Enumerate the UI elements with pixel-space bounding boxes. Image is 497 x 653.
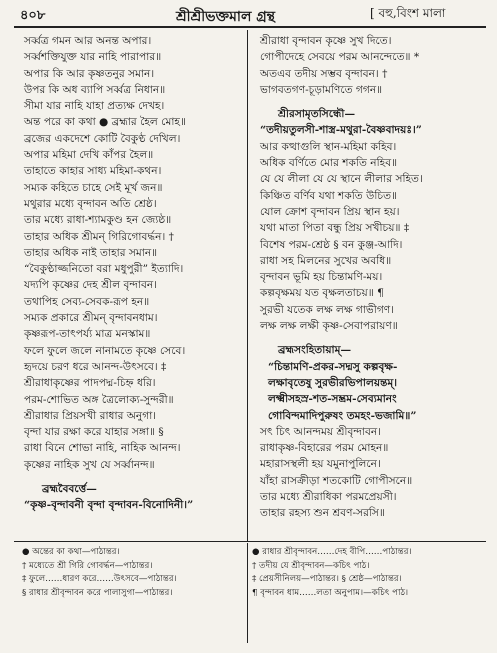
verse-line: লক্ষ লক্ষ লক্ষী কৃষ্ণ-সেবাপরায়ণ॥ <box>260 320 398 333</box>
verse-line: কল্পবৃক্ষময় যত বৃক্ষলতাচয়॥ ¶ <box>260 287 384 300</box>
verse-line: ফলে ফুলে জলে নানামতে কৃষ্ণে সেবে। <box>24 344 186 357</box>
quote-line: লক্ষ্মীসহস্র-শত-সম্ভ্রম-সেব্যমানং <box>268 393 397 406</box>
quote-line: গোবিন্দমাদিপুরুষং তমহং-ভজামি॥” <box>268 409 417 422</box>
verse-line: যথা মাতা পিতা বন্ধু প্রিয় সখীচয়॥ ‡ <box>260 222 410 235</box>
verse-line: তার মধ্যে রাধা-শ্যামকুণ্ড হন জ্যেষ্ঠ॥ <box>24 214 172 227</box>
verse-line: কৃষ্ণের নাহিক সুখ যে সর্ব্বানন্দ॥ <box>24 458 155 471</box>
verse-line: সীমা যার নাহি যাহা প্রত্যক্ষ দেখহ। <box>24 100 165 113</box>
verse-line: আর কত্থাগুলি স্থান-মহিমা কহিব। <box>260 140 397 153</box>
verse-line: মথুরার মধ্যে বৃন্দাবন অতি শ্রেষ্ঠ। <box>24 197 157 210</box>
page-number: ৪০৮ <box>20 8 46 23</box>
verse-line: অন্ত পরে কা কথা ● ব্রহ্মার হৈল মোহ॥ <box>24 116 186 129</box>
sanskrit-quote-block <box>256 359 488 424</box>
verse-line: কৃষ্ণরূপ-তাৎপর্য্য মাত্র মনস্কাম॥ <box>24 328 151 341</box>
verse-line: পরম-শোভিত অঙ্গ ত্রৈলোক্য-সুন্দরী॥ <box>24 393 174 406</box>
verse-line: সুরভী যতেক লক্ষ লক্ষ গাভীগণ। <box>260 303 394 316</box>
section-heading-brahmasamhita: ব্রহ্মসংহিতায়াম্— <box>278 344 352 357</box>
verse-line: যে যে লীলা যে যে স্থানে লীলার সহিত। <box>260 173 423 186</box>
footnotes-left <box>22 546 248 600</box>
footnote: † তদীয় যে শ্রীবৃন্দাবন—কচিৎ পাঠ। <box>252 560 370 571</box>
verse-line: রাধা সহ মিলনের সুখের অবধি॥ <box>260 254 392 267</box>
footnotes-right <box>252 546 488 600</box>
verse-line: রাধা বিনে শোভা নাহি, নাহিক আনন্দ। <box>24 442 181 455</box>
verse-line: তাহার অধিক শ্রীমন্ গিরিগোবর্দ্ধন। † <box>24 230 174 243</box>
section-heading-brahmavaivarta: ব্রহ্মবৈবর্ত্তে— <box>42 483 97 496</box>
verse-line: যোল ক্রোশ বৃন্দাবন প্রিয় স্থান হয়। <box>260 205 400 218</box>
sanskrit-quote: “তদীয়তুলসী-শাস্ত্র-মথুরা-বৈষ্ণবাদয়ঃ।” <box>260 124 422 137</box>
verse-line: শ্রীরাধা বৃন্দাবন কৃষ্ণে সুখ দিতে। <box>260 35 392 47</box>
verse-line: উপর কি অধ ব্যাপি সর্ব্বত্র নিধান॥ <box>24 83 166 96</box>
footnote: ¶ বৃন্দাবন ধাম……লতা অনুপাম।—কচিৎ পাঠ। <box>252 587 409 598</box>
verse-line: ব্রজের একদেশে কোটি বৈকুণ্ঠ দেখিল। <box>24 132 181 145</box>
page-header <box>14 4 486 26</box>
footnote-rule <box>14 541 486 542</box>
verse-line: বিশেষ পরম-শ্রেষ্ঠ § বন কুঞ্জ-আদি। <box>260 238 403 251</box>
footnote: § রাধার শ্রীবৃন্দাবন করে পালাসুগা—পাঠান্তর। <box>22 587 173 598</box>
section-heading-rasamrita: শ্রীরসামৃতসিন্ধৌ— <box>278 108 356 121</box>
left-verse-block <box>20 33 248 473</box>
verse-line: কিঞ্চিত বর্ণিব যথা শকতি উচিত॥ <box>260 189 398 202</box>
header-rule <box>14 26 486 28</box>
right-verse-block-a <box>256 33 488 98</box>
sanskrit-quote: “কৃষ্ণ-বৃন্দাবনী বৃন্দা বৃন্দাবন-বিনোদিনী।” <box>24 499 194 512</box>
footnote: ● রাধার শ্রীবৃন্দাবন……দেহ বীপি……পাঠান্তর। <box>252 547 412 557</box>
verse-line: সর্ব্বশক্তিযুক্ত যার নাহি পারাপার॥ <box>24 51 162 64</box>
verse-line: তাহাতে কাহার সাধ্য মহিমা-কথন। <box>24 165 162 178</box>
verse-line: “বৈকুণ্ঠাজ্জনিতো বরা মধুপুরী” ইত্যাদি। <box>24 263 184 276</box>
verse-line: তথাপিহ সেব্য-সেবক-রূপ হন॥ <box>24 295 150 308</box>
verse-line: অপার কি আর কৃষ্ণতনুর সমান। <box>24 67 155 80</box>
verse-line: ভাগবতগণ-চূড়ামণিতে গগন॥ <box>260 83 383 96</box>
verse-line: বৃন্দা যার রক্ষা করে যাহার সঙ্গা॥ § <box>24 426 164 439</box>
verse-line: মহারাসস্থলী হয় যমুনাপুলিনে। <box>260 458 381 471</box>
footnote: ‡ ফুলে……ধারণ করে……উৎসবে—পাঠান্তর। <box>22 574 177 585</box>
chapter-label: [ বহু,বিংশ মালা <box>370 6 446 20</box>
quote-line: লক্ষাবৃতেষু সুরভীরভিপালয়ন্তম্। <box>268 376 398 389</box>
verse-line: সম্যক প্রকারে শ্রীমন্ বৃন্দাবনধাম। <box>24 312 158 325</box>
verse-line: তাহার রহস্য শুন শ্রবণ-সরসি॥ <box>260 507 385 520</box>
right-verse-block-b <box>256 139 488 335</box>
verse-line: অতএব তদীয় সম্ভব বৃন্দাবন। † <box>260 67 388 80</box>
footnote: ‡ প্রেয়সীনিলয়—পাঠান্তর। § শ্রেষ্ঠ—পাঠান্তর। <box>252 574 402 585</box>
verse-line: শ্রীরাধার প্রিয়সখী রাধার অনুগা। <box>24 409 157 422</box>
quote-line: “চিন্তামণি-প্রকর-সদ্মসু কল্পবৃক্ষ- <box>268 360 398 373</box>
footnote: † মধ্যেতে শ্রী গিরি গোবর্দ্ধন—পাঠান্তর। <box>22 560 153 571</box>
verse-line: সম্যক কহিতে চাহে সেই মূর্খ জন॥ <box>24 181 163 194</box>
verse-line: অধিক বর্ণিতে মোর শকতি নহিব॥ <box>260 157 398 170</box>
verse-line: যদ্যপি কৃষ্ণের দেহ শ্রীল বৃন্দাবন। <box>24 279 157 292</box>
verse-line: রাধাকৃষ্ণ-বিহারের পরম মোহন॥ <box>260 442 389 455</box>
verse-line: তার মধ্যে শ্রীরাধিকা পরমপ্রেয়সী। <box>260 491 397 504</box>
footnote: ● অন্তের কা কথা—পাঠান্তর। <box>22 547 120 557</box>
verse-line: তাহার অধিক নাই তাহার সমান॥ <box>24 246 158 259</box>
verse-line: বৃন্দাবন ভূমি হয় চিন্তামণি-ময়। <box>260 271 383 284</box>
right-column <box>256 33 488 522</box>
verse-line: অপার মহিমা দেখি কাঁপর হৈল॥ <box>24 149 154 162</box>
verse-line: গোপীদেহে সেবয়ে পরম আনন্দেতে॥ * <box>260 51 420 64</box>
verse-line: সর্ব্বত্র গমন আর অনন্ত অপার। <box>24 35 152 47</box>
verse-line: সৎ চিৎ আনন্দময় শ্রীবৃন্দাবন। <box>260 425 381 438</box>
right-verse-block-c <box>256 424 488 522</box>
verse-line: হৃদয়ে চরণ ধরে আনন্দ-উৎসবে। ‡ <box>24 360 167 373</box>
left-column <box>20 33 248 514</box>
running-title: শ্রীশ্রীভক্তমাল গ্রন্থ <box>176 9 276 25</box>
verse-line: যাঁহা রাসক্রীড়া শতকোটি গোপীসনে॥ <box>260 474 413 487</box>
verse-line: শ্রীরাধাকৃষ্ণের পাদপদ্ম-চিহ্ন ধরি। <box>24 377 156 390</box>
